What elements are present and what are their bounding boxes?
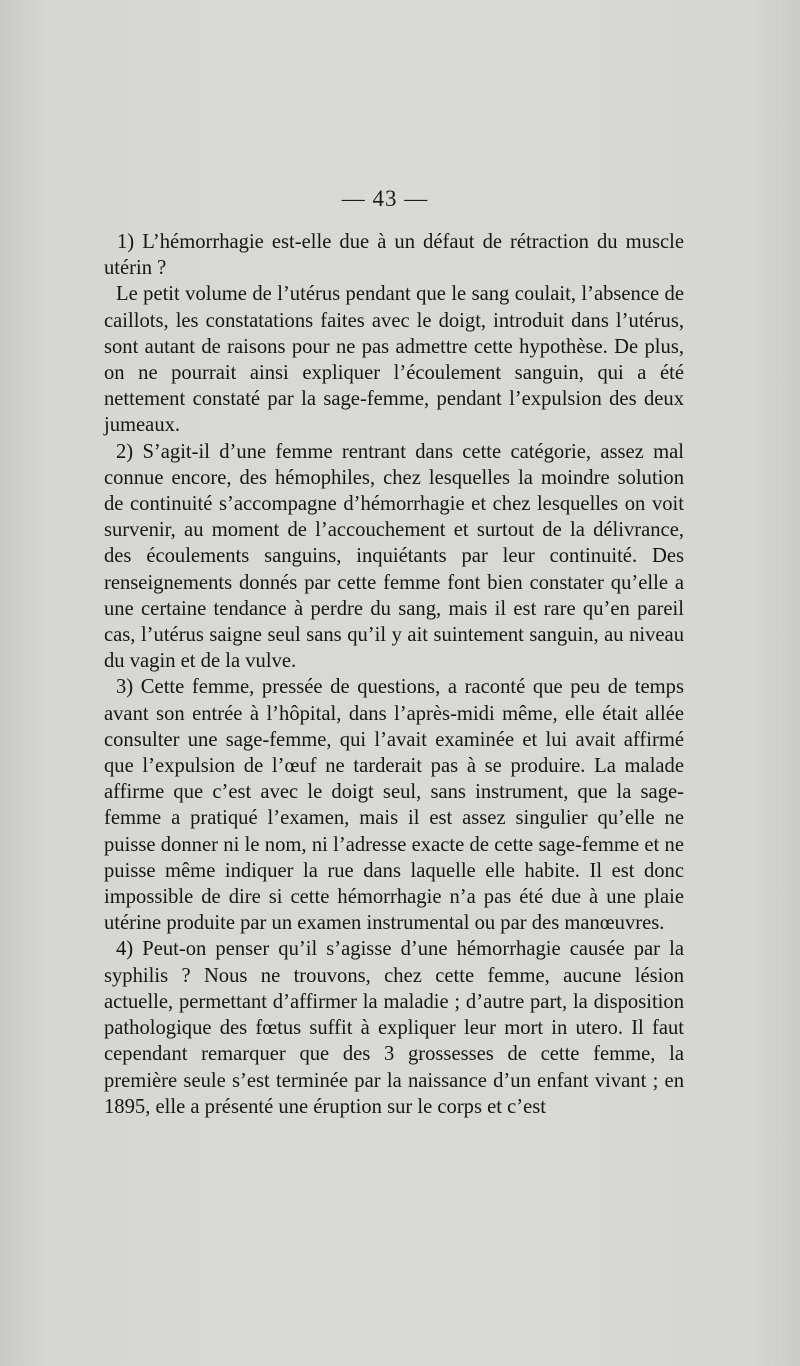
- paragraph-question-4: 4) Peut-on penser qu’il s’agisse d’une hémorrhagie causée par la syphilis ? Nous ne trouvons, chez cette femme, aucune lésion actuelle, permettant d’affirmer la maladie ; d’autre part, la disposition pathologique des fœtus suffit à expliquer leur mort in utero. Il faut cependant remarquer que des 3 grossesses de cette femme, la première seule s’est terminée par la naissance d’un enfant vivant ; en 1895, elle a présenté une éruption sur le corps et c’est: [104, 938, 684, 1118]
- body-text: [104, 229, 684, 1120]
- page-number: — 43 —: [341, 186, 429, 211]
- paragraph-question-1: 1) L’hémorrhagie est-elle due à un défaut de rétraction du muscle utérin ?: [104, 231, 684, 280]
- paragraph-question-2: 2) S’agit-il d’une femme rentrant dans cette catégorie, assez mal connue encore, des hémophiles, chez lesquelles la moindre solution de continuité s’accompagne d’hémorrhagie et chez lesquelles on voit survenir, au moment de l’accouchement et surtout de la délivrance, des écoulements sanguins, inquiétants par leur continuité. Des renseignements donnés par cette femme font bien constater qu’elle a une certaine tendance à perdre du sang, mais il est rare qu’en pareil cas, l’utérus saigne seul sans qu’il y ait suintement sanguin, au niveau du vagin et de la vulve.: [104, 440, 684, 673]
- paragraph-question-3: 3) Cette femme, pressée de questions, a raconté que peu de temps avant son entrée à l’hôpital, dans l’après-midi même, elle était allée consulter une sage-femme, qui l’avait examinée et lui avait affirmé que l’expulsion de l’œuf ne tarderait pas à se produire. La malade affirme que c’est avec le doigt seul, sans instrument, que la sage-femme a pratiqué l’examen, mais il est assez singulier qu’elle ne puisse donner ni le nom, ni l’adresse exacte de cette sage-femme et ne puisse même indiquer la rue dans laquelle elle habite. Il est donc impossible de dire si cette hémorrhagie n’a pas été due à une plaie utérine produite par un examen instrumental ou par des manœuvres.: [104, 676, 684, 935]
- paragraph-answer-1: Le petit volume de l’utérus pendant que le sang coulait, l’absence de caillots, les constatations faites avec le doigt, introduit dans l’utérus, sont autant de raisons pour ne pas admettre cette hypothèse. De plus, on ne pourrait ainsi expliquer l’écoulement sanguin, qui a été nettement constaté par la sage-femme, pendant l’expulsion des deux jumeaux.: [104, 283, 684, 437]
